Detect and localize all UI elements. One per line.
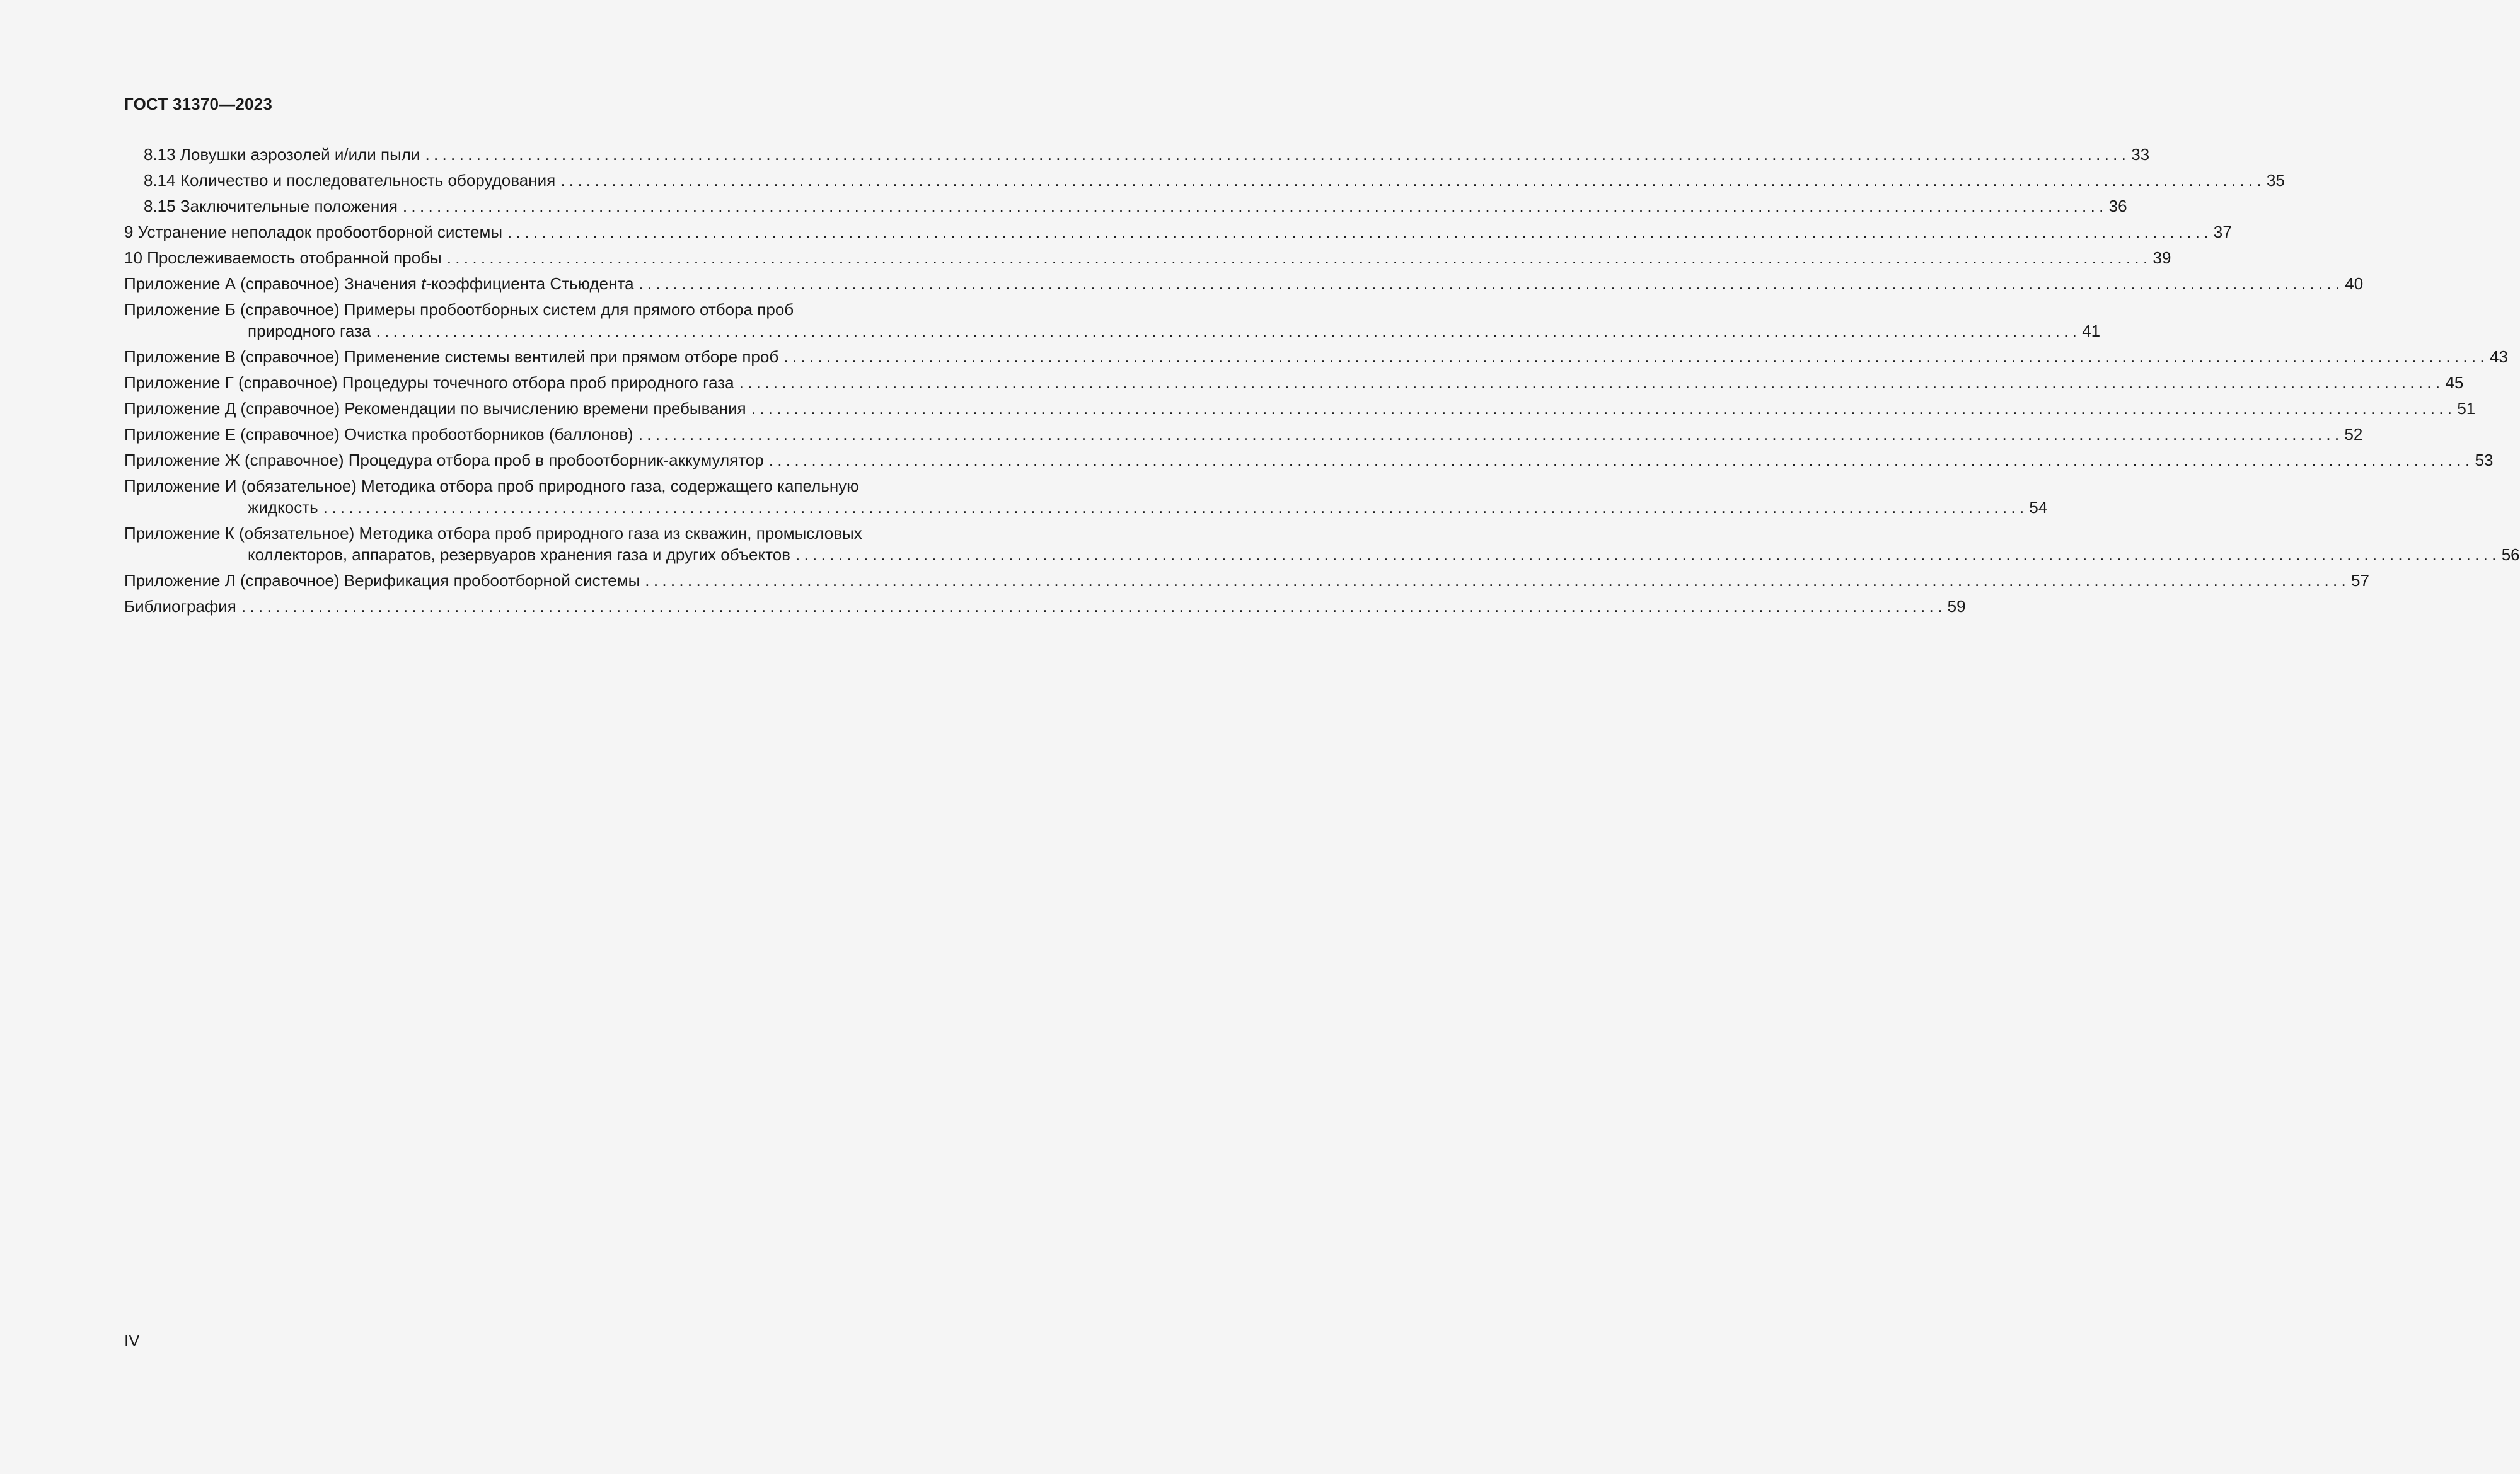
toc-entry-title-line1: Приложение Б (справочное) Примеры пробоотборных систем для прямого отбора проб	[124, 300, 794, 319]
toc-entry[interactable]	[124, 247, 2171, 268]
toc-entry-title: Приложение Ж (справочное) Процедура отбора проб в пробоотборник-аккумулятор	[124, 451, 764, 469]
page-number: IV	[124, 1331, 140, 1350]
dot-leader: ........................................................................................................................................................................................................	[402, 197, 2108, 216]
toc-entry-title: Приложение Г (справочное) Процедуры точечного отбора проб природного газа	[124, 373, 734, 392]
toc-entry[interactable]	[124, 170, 2285, 191]
toc-entry[interactable]	[124, 221, 2232, 243]
toc-entry[interactable]	[124, 398, 2476, 419]
toc-entry-page: 52	[2344, 425, 2363, 444]
toc-entry-page: 59	[1947, 597, 1966, 616]
dot-leader: ........................................................................................................................................................................................................	[560, 171, 2265, 190]
toc-entry-page: 36	[2108, 197, 2127, 216]
toc-entry[interactable]	[124, 570, 2369, 591]
toc-entry-title: Приложение Л (справочное) Верификация пробоотборной системы	[124, 571, 640, 590]
dot-leader: ........................................................................................................................................................................................................	[241, 597, 1946, 616]
toc-entry-title: Приложение Е (справочное) Очистка пробоотборников (баллонов)	[124, 425, 633, 444]
toc-entry-title-line2: природного газа	[248, 321, 371, 340]
toc-entry-title: Приложение В (справочное) Применение системы вентилей при прямом отборе проб	[124, 347, 779, 366]
dot-leader: ........................................................................................................................................................................................................	[645, 571, 2350, 590]
toc-entry[interactable]	[124, 475, 2048, 518]
toc-entry-page: 53	[2475, 451, 2494, 469]
toc-entry[interactable]	[124, 423, 2363, 445]
toc-entry-page: 57	[2351, 571, 2369, 590]
toc-entry-page: 35	[2266, 171, 2285, 190]
toc-entry-title: 9 Устранение неполадок пробоотборной системы	[124, 222, 503, 241]
dot-leader: ........................................................................................................................................................................................................	[638, 425, 2344, 444]
toc-entry-page: 51	[2457, 399, 2476, 418]
toc-entry-title-line1: Приложение К (обязательное) Методика отбора проб природного газа из скважин, промысловых	[124, 524, 862, 543]
dot-leader: ........................................................................................................................................................................................................	[507, 222, 2212, 241]
dot-leader: ........................................................................................................................................................................................................	[446, 248, 2152, 267]
toc-entry-title-part: Приложение А (справочное) Значения	[124, 274, 422, 293]
toc-entry[interactable]	[124, 195, 2127, 217]
toc-entry-page: 41	[2082, 321, 2101, 340]
document-code-header: ГОСТ 31370—2023	[124, 95, 272, 113]
toc-entry-page: 33	[2131, 145, 2150, 164]
toc-entry-title: 8.13 Ловушки аэрозолей и/или пыли	[144, 145, 420, 164]
toc-entry-title	[124, 273, 634, 294]
toc-entry[interactable]	[124, 372, 2464, 393]
toc-entry[interactable]	[124, 346, 2508, 367]
dot-leader: ........................................................................................................................................................................................................	[639, 274, 2344, 293]
dot-leader: ........................................................................................................................................................................................................	[768, 451, 2474, 469]
toc-entry-page: 37	[2213, 222, 2232, 241]
toc-entry[interactable]	[124, 299, 2101, 342]
toc-entry-page: 56	[2501, 545, 2520, 564]
dot-leader: ........................................................................................................................................................................................................	[425, 145, 2130, 164]
table-of-contents	[124, 144, 2520, 621]
toc-entry-title-part: -коэффициента Стьюдента	[425, 274, 634, 293]
toc-entry-title: 8.15 Заключительные положения	[144, 197, 398, 216]
toc-entry-page: 43	[2489, 347, 2508, 366]
toc-entry-page: 39	[2153, 248, 2171, 267]
dot-leader: ........................................................................................................................................................................................................	[739, 373, 2444, 392]
dot-leader: ........................................................................................................................................................................................................	[795, 545, 2500, 564]
toc-entry-title-line2: коллекторов, аппаратов, резервуаров хранения газа и других объектов	[248, 545, 790, 564]
toc-entry[interactable]	[124, 273, 2364, 294]
dot-leader: ........................................................................................................................................................................................................	[376, 321, 2081, 340]
toc-entry-title: 10 Прослеживаемость отобранной пробы	[124, 248, 442, 267]
toc-entry-title-line2: жидкость	[248, 498, 318, 517]
toc-entry[interactable]	[124, 144, 2150, 165]
toc-entry-page: 45	[2445, 373, 2464, 392]
dot-leader: ........................................................................................................................................................................................................	[323, 498, 2028, 517]
toc-entry[interactable]	[124, 522, 2520, 565]
toc-entry-title-line1: Приложение И (обязательное) Методика отбора проб природного газа, содержащего капельную	[124, 476, 859, 495]
toc-entry-page: 40	[2345, 274, 2364, 293]
toc-entry-title: Библиография	[124, 597, 236, 616]
toc-entry-title: Приложение Д (справочное) Рекомендации по вычислению времени пребывания	[124, 399, 746, 418]
toc-entry-title-italic: t	[421, 274, 426, 293]
toc-entry[interactable]	[124, 449, 2494, 471]
dot-leader: ........................................................................................................................................................................................................	[751, 399, 2456, 418]
toc-entry-title: 8.14 Количество и последовательность оборудования	[144, 171, 556, 190]
dot-leader: ........................................................................................................................................................................................................	[783, 347, 2488, 366]
toc-entry[interactable]	[124, 596, 1966, 617]
toc-entry-page: 54	[2029, 498, 2048, 517]
